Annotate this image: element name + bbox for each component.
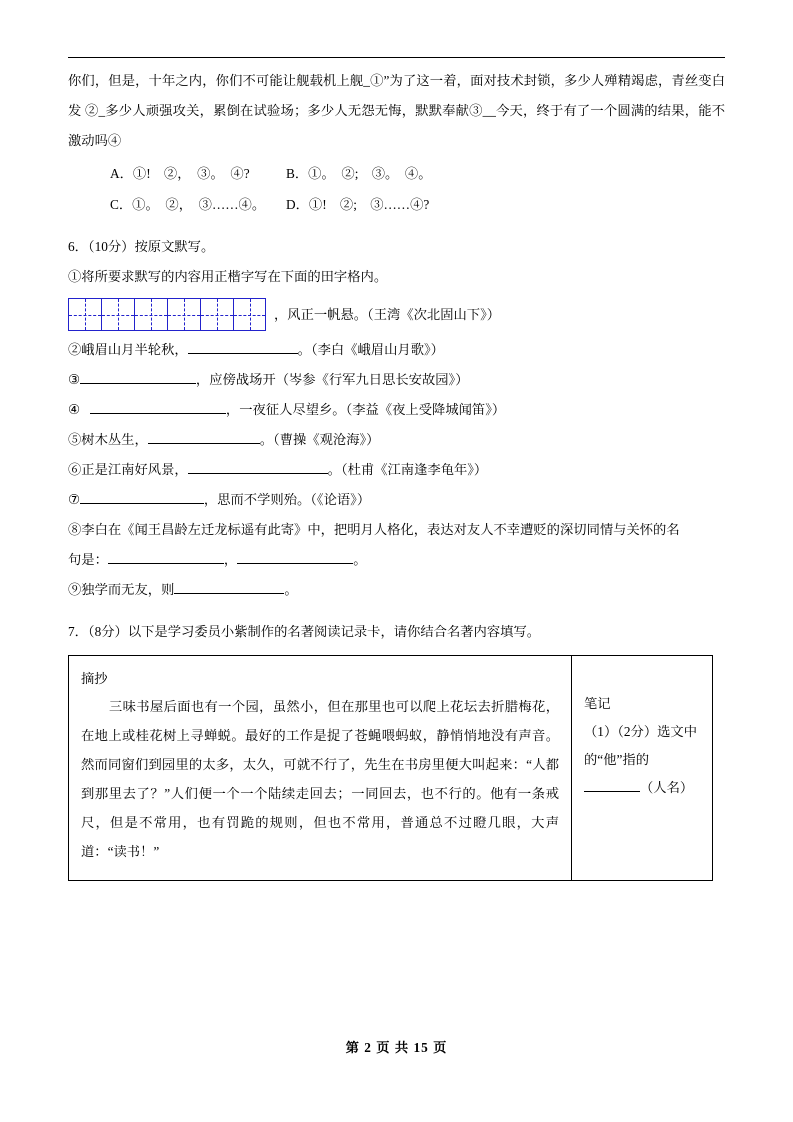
- choice-options: [68, 158, 725, 220]
- choice-option-c[interactable]: C．①。 ②， ③……④。: [110, 197, 266, 212]
- item-4-prefix: ④: [68, 402, 80, 417]
- question-6-item-6: [68, 455, 725, 485]
- tianzige-cell[interactable]: [101, 298, 134, 331]
- notes-label: 笔记: [584, 696, 611, 711]
- question-6-item-9: [68, 575, 725, 605]
- answer-blank[interactable]: [584, 791, 640, 792]
- question-6-item-3: [68, 365, 725, 395]
- question-6-item-5: [68, 425, 725, 455]
- question-6-item-2: [68, 335, 725, 365]
- answer-blank[interactable]: [188, 353, 298, 354]
- item-2-suffix: 。（李白《峨眉山月歌》）: [297, 342, 444, 357]
- answer-blank[interactable]: [237, 563, 353, 564]
- tianzige-cell[interactable]: [233, 298, 266, 331]
- choice-row-2: [110, 189, 725, 220]
- tianzige-cell[interactable]: [167, 298, 200, 331]
- tianzige-caption: ，风正一帆悬。（王湾《次北固山下》）: [274, 306, 501, 322]
- question-6-item-4: [68, 395, 725, 425]
- choice-option-d[interactable]: D．①! ②; ③……④?: [286, 197, 430, 212]
- item-8-suffix: 。: [353, 552, 367, 567]
- tianzige-cell[interactable]: [200, 298, 233, 331]
- item-5-suffix: 。（曹操《观沧海》）: [259, 432, 380, 447]
- item-2-prefix: ②峨眉山月半轮秋，: [68, 342, 188, 357]
- answer-blank[interactable]: [174, 593, 284, 594]
- item-3-prefix: ③: [68, 372, 80, 387]
- item-6-suffix: 。（杜甫《江南逢李龟年》）: [327, 462, 488, 477]
- page-footer: 第 2 页 共 15 页: [345, 1040, 448, 1055]
- question-6-item-8-line-1: ⑧李白在《闻王昌龄左迁龙标遥有此寄》中，把明月人格化，表达对友人不幸遭贬的深切同情与关怀的名: [68, 522, 680, 537]
- item-8-prefix: 句是：: [68, 552, 108, 567]
- notes-cell: [572, 656, 712, 880]
- answer-blank[interactable]: [90, 413, 226, 414]
- question-7-heading: 7．（8分）以下是学习委员小紫制作的名著阅读记录卡，请你结合名著内容填写。: [68, 624, 541, 639]
- choice-option-b[interactable]: B．①。 ②; ③。 ④。: [286, 166, 432, 181]
- excerpt-cell: [69, 656, 572, 880]
- item-3-suffix: ，应傍战场开（岑参《行军九日思长安故园》）: [195, 372, 469, 387]
- tianzige-grid[interactable]: [68, 298, 266, 331]
- page-content: [68, 0, 725, 881]
- item-6-prefix: ⑥正是江南好风景，: [68, 462, 188, 477]
- excerpt-text: 三味书屋后面也有一个园，虽然小，但在那里也可以爬上花坛去折腊梅花，在地上或桂花树上寻蝉蜕。最好的工作是捉了苍蝇喂蚂蚁，静悄悄地没有声音。然而同窗们到园里的太多，太久，可就不行了，先生在书房里便大叫起来：“人都到那里去了？”人们便一个一个陆续走回去；一同回去，也不行的。他有一条戒尺，但是不常用，也有罚跪的规则，但也不常用，普通总不过瞪几眼，大声道：“读书！”: [81, 699, 559, 859]
- answer-blank[interactable]: [80, 503, 204, 504]
- choice-row-1: [110, 158, 725, 189]
- question-6-item-7: [68, 485, 725, 515]
- answer-blank[interactable]: [80, 383, 196, 384]
- item-8-middle: ，: [223, 552, 238, 567]
- question-6-item-8-line-2: [68, 545, 725, 575]
- notes-question-prefix: （1）（2分）选文中的“他”指的: [584, 724, 698, 767]
- reading-record-card: [68, 655, 713, 881]
- header-rule: [68, 57, 725, 58]
- excerpt-title: 摘抄: [81, 671, 108, 686]
- question-6-heading: 6．（10分）按原文默写。: [68, 239, 215, 254]
- item-9-prefix: ⑨独学而无友，则: [68, 582, 175, 597]
- answer-blank[interactable]: [108, 563, 224, 564]
- tianzige-cell[interactable]: [68, 298, 101, 331]
- notes-question-suffix: （人名）: [640, 780, 694, 795]
- item-7-suffix: ，思而不学则殆。（《论语》）: [203, 492, 371, 507]
- item-7-prefix: ⑦: [68, 492, 80, 507]
- tianzige-cell[interactable]: [134, 298, 167, 331]
- item-9-suffix: 。: [284, 582, 298, 597]
- tianzige-row: [68, 298, 725, 331]
- item-4-suffix: ，一夜征人尽望乡。（李益《夜上受降城闻笛》）: [225, 402, 506, 417]
- answer-blank[interactable]: [148, 443, 260, 444]
- answer-blank[interactable]: [188, 473, 328, 474]
- notes-question: [584, 718, 702, 802]
- passage-paragraph: 你们，但是，十年之内，你们不可能让舰载机上舰_①”为了这一着，面对技术封锁，多少人殚精竭虑，青丝变白发 ②_多少人顽强攻关，累倒在试验场；多少人无怨无悔，默默奉献③__今天，终于有了一个圆满的结果，能不激动吗④: [68, 73, 725, 148]
- item-5-prefix: ⑤树木丛生，: [68, 432, 148, 447]
- question-6-item-1: ①将所要求默写的内容用正楷字写在下面的田字格内。: [68, 269, 388, 284]
- choice-option-a[interactable]: A．①! ②， ③。 ④?: [110, 166, 250, 181]
